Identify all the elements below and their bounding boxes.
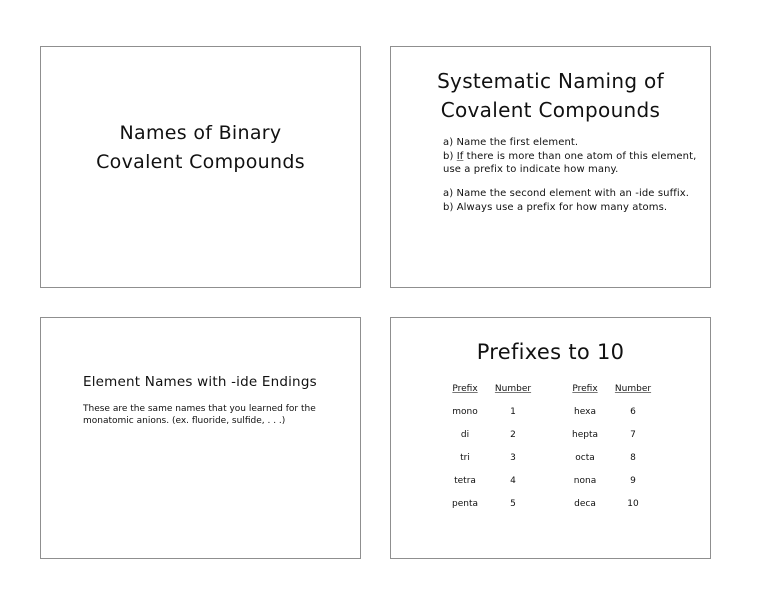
number-cell: 5 bbox=[510, 499, 516, 509]
number-cell: 6 bbox=[630, 407, 636, 417]
prefix-cell: octa bbox=[575, 453, 595, 463]
table-header bbox=[391, 384, 712, 398]
table-row bbox=[391, 430, 712, 444]
rule-2a: a) Name the second element with an -ide suffix. bbox=[443, 188, 690, 199]
number-cell: 1 bbox=[510, 407, 516, 417]
header-number: Number bbox=[494, 384, 532, 394]
number-cell: 9 bbox=[630, 476, 636, 486]
prefix-cell: tri bbox=[460, 453, 470, 463]
prefix-cell: hepta bbox=[572, 430, 598, 440]
rule-1b-emphasis: If bbox=[456, 150, 464, 162]
table-row bbox=[391, 407, 712, 421]
prefix-cell: di bbox=[460, 430, 470, 440]
slide-title: Prefixes to 10 bbox=[476, 340, 625, 364]
table-row bbox=[391, 499, 712, 513]
slide-names-of-binary-covalent-compounds bbox=[40, 46, 361, 288]
header-prefix: Prefix bbox=[572, 384, 598, 394]
rule-1b-prefix: b) bbox=[443, 150, 457, 162]
first-element-rules bbox=[443, 136, 703, 177]
rule-1a: a) Name the first element. bbox=[443, 137, 579, 148]
number-cell: 10 bbox=[627, 499, 639, 509]
number-cell: 4 bbox=[510, 476, 516, 486]
title-line-2: Covalent Compounds bbox=[96, 151, 305, 173]
header-prefix: Prefix bbox=[452, 384, 478, 394]
title-line-1: Systematic Naming of bbox=[437, 69, 664, 93]
slide-systematic-naming bbox=[390, 46, 711, 288]
title-line-1: Names of Binary bbox=[119, 122, 282, 144]
prefix-cell: penta bbox=[452, 499, 478, 509]
number-cell: 7 bbox=[630, 430, 636, 440]
second-element-rules bbox=[443, 187, 703, 214]
slide-prefixes-to-10 bbox=[390, 317, 711, 559]
prefix-cell: tetra bbox=[454, 476, 476, 486]
slide-title bbox=[41, 119, 360, 177]
prefix-cell: nona bbox=[573, 476, 597, 486]
table-row bbox=[391, 476, 712, 490]
slide-heading: Element Names with -ide Endings bbox=[83, 374, 317, 390]
title-line-2: Covalent Compounds bbox=[440, 98, 661, 122]
table-row bbox=[391, 453, 712, 467]
number-cell: 2 bbox=[510, 430, 516, 440]
prefix-cell: hexa bbox=[574, 407, 596, 417]
number-cell: 8 bbox=[630, 453, 636, 463]
rule-1b bbox=[443, 150, 703, 177]
slide-title bbox=[391, 67, 710, 125]
rule-1b-text: there is more than one atom of this element, use a prefix to indicate how many. bbox=[443, 150, 697, 175]
number-cell: 3 bbox=[510, 453, 516, 463]
rule-2b: b) Always use a prefix for how many atoms. bbox=[443, 201, 668, 213]
header-number: Number bbox=[614, 384, 652, 394]
slide-body-text: These are the same names that you learned for the monatomic anions. (ex. fluoride, sulfide, . . .) bbox=[83, 404, 316, 426]
prefix-cell: deca bbox=[574, 499, 596, 509]
slide-ide-endings bbox=[40, 317, 361, 559]
prefix-cell: mono bbox=[452, 407, 478, 417]
